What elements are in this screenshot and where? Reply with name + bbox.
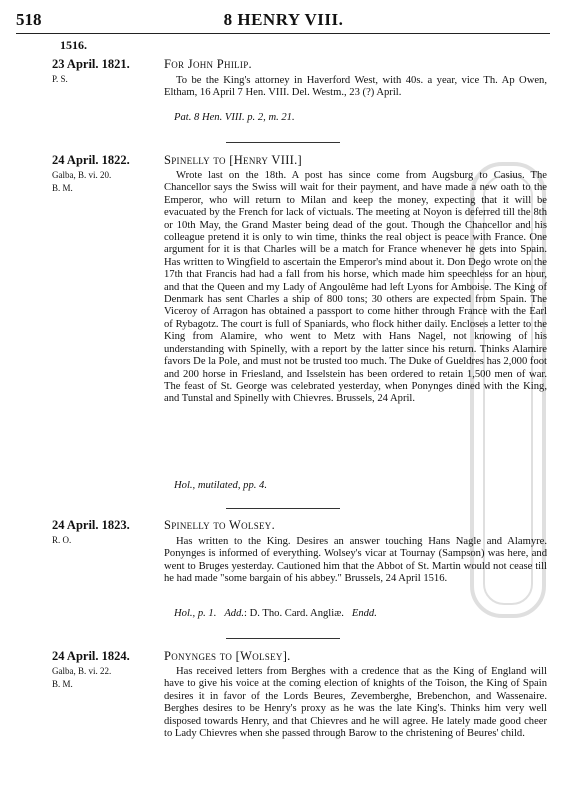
entry-separator [226, 142, 340, 143]
entry-separator [226, 508, 340, 509]
entry-note: Pat. 8 Hen. VIII. p. 2, m. 21. [174, 112, 295, 123]
entry-date: 24 April. 1823. [52, 518, 130, 532]
entry-source: R. O. [52, 535, 72, 545]
entry-note: Hol., mutilated, pp. 4. [174, 480, 267, 491]
entry-note: Hol., p. 1. Add.: D. Tho. Card. Angliæ. Endd. [174, 608, 377, 619]
entry-body: Has written to the King. Desires an answer touching Hans Nagle and Alamyre. Ponynges is informed of everything. Wolsey's vicar at Tournay (Sampson) was here, and went to Bruges yesterday. Cautioned him that the Abbot of St. Martin would not cease till he had made "some bargain of his abbey." Brussels, 24 April 1516. [164, 536, 547, 585]
entry-date: 24 April. 1824. [52, 649, 130, 663]
entry-date: 24 April. 1822. [52, 153, 130, 167]
page-header [0, 10, 567, 32]
entry-source: Galba, B. vi. 20. B. M. [52, 170, 112, 193]
header-rule [16, 33, 550, 34]
entry-body: Has received letters from Berghes with a credence that as the King of England will have to give his voice at the coming election of knights of the Toison, the King of Spain desires it in favor of the Lords Beures, Zevemberghe, Brebenchon, and Wassenaire. Berghes desires to be Henry's proxy as he was the late King's. Thinks him very well disposed towards Henry, and that Chievres and he will agree. He lately made good cheer to Lady Chievres when she passed through Barow to the christening of Beures' child. [164, 666, 547, 740]
running-title: 8 HENRY VIII. [223, 10, 344, 29]
year-label: 1516. [60, 38, 87, 52]
entry-separator [226, 638, 340, 639]
entry-title: Spinelly to Wolsey. [164, 518, 276, 532]
entry-source: P. S. [52, 74, 68, 84]
entry-title: Ponynges to [Wolsey]. [164, 649, 291, 663]
entry-title: Spinelly to [Henry VIII.] [164, 153, 303, 167]
entry-body: To be the King's attorney in Haverford West, with 40s. a year, vice Th. Ap Owen, Eltham, 16 April 7 Hen. VIII. Del. Westm., 23 (?) April. [164, 75, 547, 99]
entry-source: Galba, B. vi. 22. B. M. [52, 666, 112, 689]
entry-title: For John Philip. [164, 57, 252, 71]
entry-date: 23 April. 1821. [52, 57, 130, 71]
page-number: 518 [16, 10, 42, 29]
entry-body: Wrote last on the 18th. A post has since come from Augsburg to Casius. The Chancellor says the Swiss will wait for their payment, and have made a new oath to the Emperor, who will return to Milan and keep the money, expecting that it will be evacuated by the French for lack of victuals. The meeting at Noyon is deferred till the 8th or 10th May, the Grand Master being dead of the gout. Though the Chancellor and his colleague pretend it is only to win time, thinks the real object is peace with France. One argument for it is that Charles will be a match for France whenever he gets into Spain. Has written to Wingfield to ascertain the Emperor's mind about it. Don Dego wrote on the 17th that Francis had had a fall from his horse, which made him speechless for an hour, and that the Queen and my Lady of Angoulême had left Lyons for Amboise. The King of Denmark has sent Charles a ship of 800 tons; 30 others are expected from Spain. The Viceroy of Arragon has obtained a passport to come hither through France with the Earl of Rybagotz. The court is full of Spaniards, who flock hither daily. Encloses a letter to the King from Alamire, who went to Metz with Hans Nagel, not knowing of his understanding with Spinelly, with a report by the latter since his return. Thinks Alamire favors De la Pole, and must not be trusted too much. The Duke of Gueldres has 2,000 foot and 200 horse in Friesland, and Isselstein has been ordered to retain 1,500 men of war. The feast of St. George was celebrated yesterday, when Ponynges dined with the King, and Tunstal and Spinelly with Chievres. Brussels, 24 April. [164, 170, 547, 405]
